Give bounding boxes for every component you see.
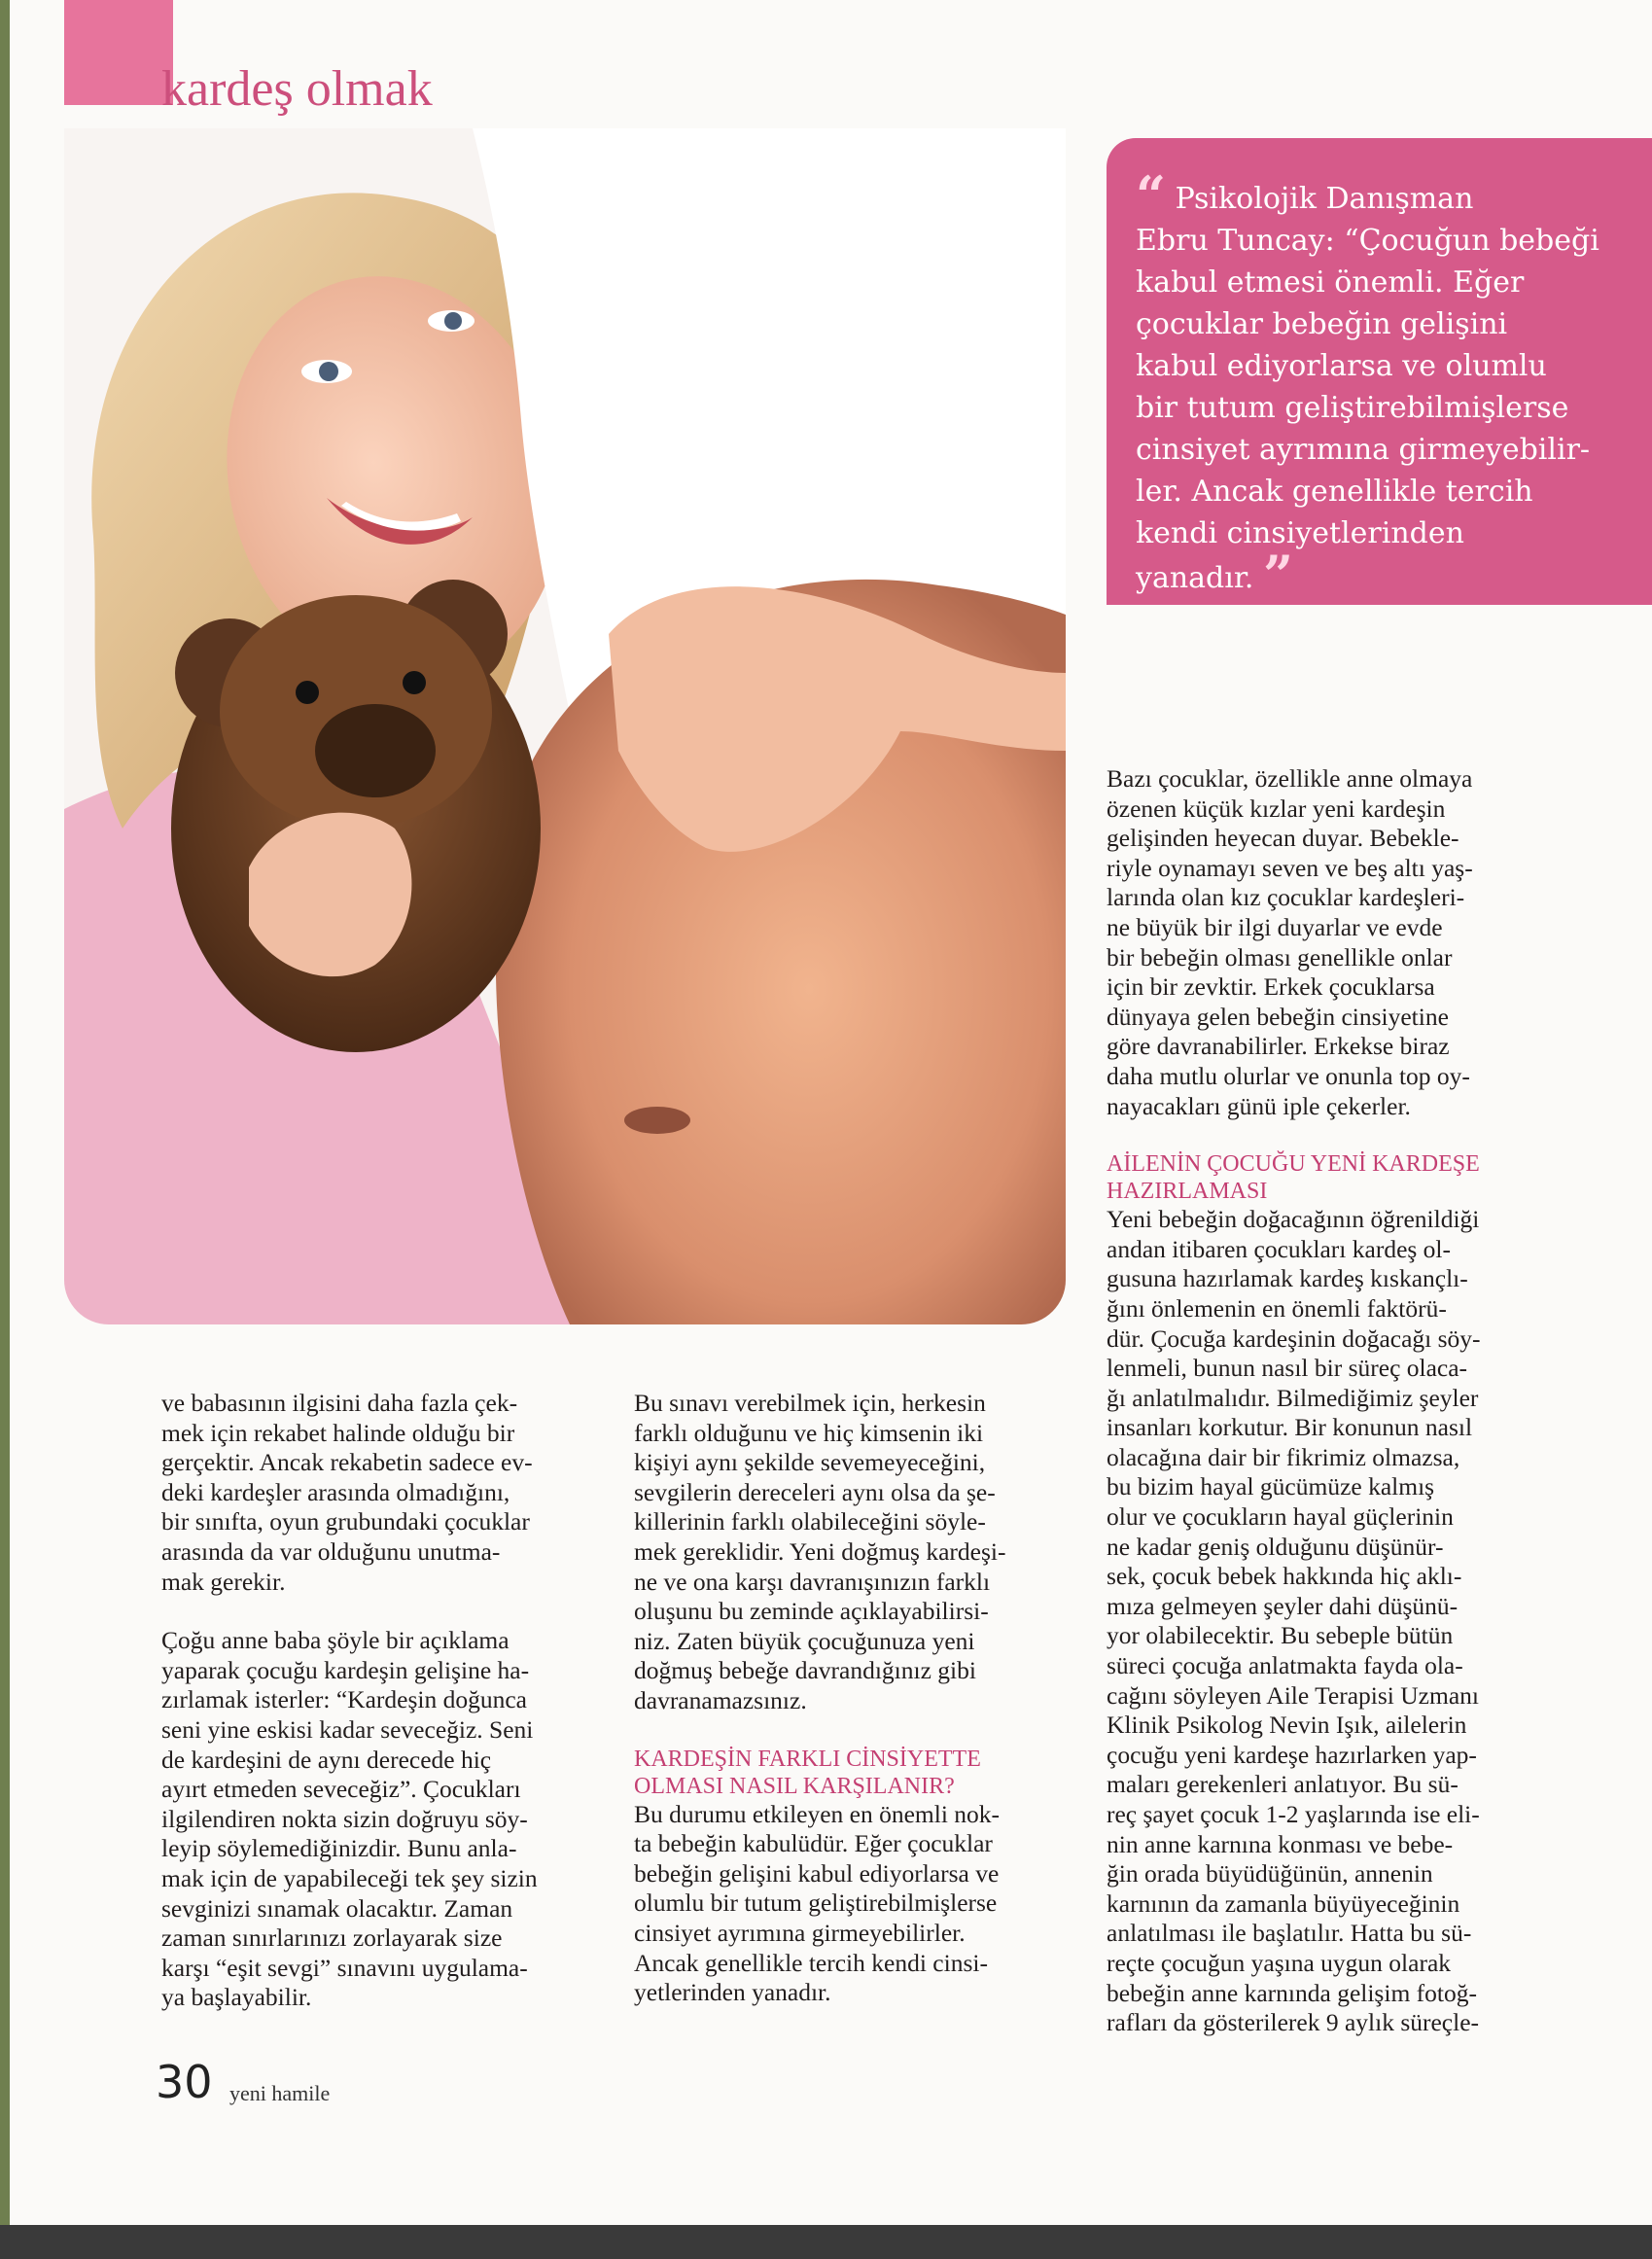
body-line: Klinik Psikolog Nevin Işık, ailelerin bbox=[1107, 1711, 1467, 1740]
section-corner-block bbox=[64, 0, 173, 105]
body-line: mek için rekabet halinde olduğu bir bbox=[161, 1418, 515, 1447]
body-line: Yeni bebeğin doğacağının öğrenildiği bbox=[1107, 1205, 1480, 1234]
body-line: mıza gelmeyen şeyler dahi düşünü- bbox=[1107, 1591, 1459, 1620]
body-line: Bu durumu etkileyen en önemli nok- bbox=[634, 1799, 1001, 1828]
body-line: ne ve ona karşı davranışınızın farklı bbox=[634, 1567, 991, 1596]
body-line: gerçektir. Ancak rekabetin sadece ev- bbox=[161, 1448, 533, 1477]
pull-quote-line: “ Psikolojik Danışman bbox=[1136, 164, 1474, 227]
pull-quote-line: yanadır. ” bbox=[1136, 544, 1294, 606]
body-line: daha mutlu olurlar ve onunla top oy- bbox=[1107, 1061, 1470, 1090]
body-line: reçte çocuğun yaşına uygun olarak bbox=[1107, 1948, 1452, 1977]
body-line: özenen küçük kızlar yeni kardeşin bbox=[1107, 794, 1446, 823]
body-line: olumlu bir tutum geliştirebilmişlerse bbox=[634, 1888, 998, 1918]
paragraph-gap bbox=[1107, 1121, 1554, 1150]
body-line: yaparak çocuğu kardeşin gelişine ha- bbox=[161, 1655, 530, 1684]
column-right bbox=[1107, 764, 1554, 2038]
body-line: gelişinden heyecan duyar. Bebekle- bbox=[1107, 824, 1459, 853]
paragraph-gap bbox=[161, 1597, 599, 1626]
body-line: de kardeşini de aynı derecede hiç bbox=[161, 1745, 492, 1774]
body-line: ve babasının ilgisini daha fazla çek- bbox=[161, 1389, 518, 1417]
body-line: anlatılması ile başlatılır. Hatta bu sü- bbox=[1107, 1919, 1472, 1948]
body-line: olur ve çocukların hayal güçlerinin bbox=[1107, 1502, 1454, 1532]
column-middle bbox=[634, 1389, 1072, 2008]
body-line: rafları da gösterilerek 9 aylık süreçle- bbox=[1107, 2008, 1480, 2037]
pull-quote-line: Ebru Tuncay: “Çocuğun bebeği bbox=[1136, 224, 1599, 258]
pull-quote-line: ler. Ancak genellikle tercih bbox=[1136, 475, 1533, 509]
body-line: davranamazsınız. bbox=[634, 1685, 807, 1714]
body-line: mek gereklidir. Yeni doğmuş kardeşi- bbox=[634, 1536, 1006, 1566]
body-line: zaman sınırlarınızı zorlayarak size bbox=[161, 1924, 503, 1953]
body-line: seni yine eskisi kadar seveceğiz. Seni bbox=[161, 1714, 534, 1744]
body-line: cağını söyleyen Aile Terapisi Uzmanı bbox=[1107, 1680, 1479, 1710]
paragraph-gap bbox=[634, 1716, 1072, 1746]
body-line: nayacakları günü iple çekerler. bbox=[1107, 1091, 1411, 1120]
body-line: kişiyi aynı şekilde sevemeyeceğini, bbox=[634, 1448, 986, 1477]
subheading: OLMASI NASIL KARŞILANIR? bbox=[634, 1773, 955, 1799]
body-line: bir sınıfta, oyun grubundaki çocuklar bbox=[161, 1507, 530, 1536]
body-line: için bir zevktir. Erkek çocuklarsa bbox=[1107, 972, 1435, 1002]
body-line: mak için de yapabileceği tek şey sizin bbox=[161, 1863, 538, 1892]
body-line: ne büyük bir ilgi duyarlar ve evde bbox=[1107, 912, 1443, 941]
body-line: insanları korkutur. Bir konunun nasıl bbox=[1107, 1413, 1473, 1442]
body-line: niz. Zaten büyük çocuğunuza yeni bbox=[634, 1626, 975, 1655]
body-line: deki kardeşler arasında olmadığını, bbox=[161, 1477, 510, 1506]
magazine-name: yeni hamile bbox=[229, 2081, 331, 2105]
body-line: oluşunu bu zeminde açıklayabilirsi- bbox=[634, 1597, 989, 1626]
body-line: ğını önlemenin en önemli faktörü- bbox=[1107, 1293, 1447, 1323]
body-line: bu bizim hayal gücümüze kalmış bbox=[1107, 1472, 1435, 1501]
body-line: mak gerekir. bbox=[161, 1567, 286, 1596]
body-line: riyle oynamayı seven ve beş altı yaş- bbox=[1107, 853, 1473, 882]
body-line: yor olabilecektir. Bu sebeple bütün bbox=[1107, 1621, 1454, 1650]
pull-quote-line: kabul ediyorlarsa ve olumlu bbox=[1136, 349, 1547, 383]
body-line: Çoğu anne baba şöyle bir açıklama bbox=[161, 1626, 510, 1655]
body-line: cinsiyet ayrımına girmeyebilirler. bbox=[634, 1918, 966, 1947]
body-line: yetlerinden yanadır. bbox=[634, 1978, 831, 2007]
body-line: doğmuş bebeğe davrandığınız gibi bbox=[634, 1656, 976, 1685]
body-line: killerinin farklı olabileceğini söyle- bbox=[634, 1507, 986, 1536]
pull-quote-line: kabul etmesi önemli. Eğer bbox=[1136, 265, 1525, 300]
hero-photo-illustration bbox=[64, 128, 1066, 1324]
body-line: sek, çocuk bebek hakkında hiç aklı- bbox=[1107, 1562, 1462, 1591]
body-line: ğı anlatılmalıdır. Bilmediğimiz şeyler bbox=[1107, 1383, 1479, 1412]
page-edge-shadow bbox=[0, 0, 10, 2259]
body-line: gusuna hazırlamak kardeş kıskançlı- bbox=[1107, 1264, 1468, 1293]
body-line: ğin orada büyüdüğünün, annenin bbox=[1107, 1859, 1433, 1888]
body-line: ilgilendiren nokta sizin doğruyu söy- bbox=[161, 1804, 528, 1833]
body-line: karnının da zamanla büyüyeceğinin bbox=[1107, 1888, 1460, 1918]
body-line: sevginizi sınamak olacaktır. Zaman bbox=[161, 1893, 513, 1923]
page-number: 30 bbox=[156, 2056, 213, 2108]
pull-quote-line: cinsiyet ayrımına girmeyebilir- bbox=[1136, 433, 1591, 467]
body-line: ne kadar geniş olduğunu düşünür- bbox=[1107, 1532, 1444, 1561]
pull-quote-line: kendi cinsiyetlerinden bbox=[1136, 516, 1464, 550]
body-line: Ancak genellikle tercih kendi cinsi- bbox=[634, 1948, 988, 1977]
body-line: andan itibaren çocukları kardeş ol- bbox=[1107, 1234, 1452, 1263]
open-quote-mark: “ bbox=[1136, 164, 1167, 227]
body-line: leyip söylemediğinizdir. Bunu anla- bbox=[161, 1834, 517, 1863]
body-line: Bazı çocuklar, özellikle anne olmaya bbox=[1107, 764, 1473, 793]
body-line: larında olan kız çocuklar kardeşleri- bbox=[1107, 883, 1465, 912]
subheading: HAZIRLAMASI bbox=[1107, 1179, 1268, 1205]
body-line: bebeğin anne karnında gelişim fotoğ- bbox=[1107, 1978, 1477, 2007]
body-line: nin anne karnına konması ve bebe- bbox=[1107, 1829, 1454, 1858]
body-line: dünyaya gelen bebeğin cinsiyetine bbox=[1107, 1002, 1449, 1031]
body-line: bir bebeğin olması genellikle onlar bbox=[1107, 942, 1453, 971]
body-line: arasında da var olduğunu unutma- bbox=[161, 1536, 501, 1566]
body-line: karşı “eşit sevgi” sınavını uygulama- bbox=[161, 1953, 528, 1982]
body-line: Bu sınavı verebilmek için, herkesin bbox=[634, 1389, 986, 1417]
pull-quote-line: bir tutum geliştirebilmişlerse bbox=[1136, 391, 1569, 425]
column-left bbox=[161, 1389, 599, 2013]
section-tag: kardeş olmak bbox=[161, 61, 433, 117]
scan-bottom-edge bbox=[0, 2225, 1652, 2259]
pull-quote-line: çocuklar bebeğin gelişini bbox=[1136, 307, 1508, 341]
body-line: lenmeli, bunun nasıl bir süreç olaca- bbox=[1107, 1354, 1468, 1383]
body-line: zırlamak isterler: “Kardeşin doğunca bbox=[161, 1685, 527, 1714]
body-line: sevgilerin dereceleri aynı olsa da şe- bbox=[634, 1477, 996, 1506]
close-quote-mark: ” bbox=[1262, 544, 1294, 606]
subheading: KARDEŞİN FARKLI CİNSİYETTE bbox=[634, 1746, 981, 1772]
subheading: AİLENİN ÇOCUĞU YENİ KARDEŞE bbox=[1107, 1151, 1480, 1178]
pull-quote bbox=[1107, 138, 1652, 605]
body-line: olacağına dair bir fikrimiz olmazsa, bbox=[1107, 1442, 1460, 1471]
body-line: çocuğu yeni kardeşe hazırlarken yap- bbox=[1107, 1740, 1477, 1769]
body-line: bebeğin gelişini kabul ediyorlarsa ve bbox=[634, 1858, 1000, 1888]
body-line: maları gerekenleri anlatıyor. Bu sü- bbox=[1107, 1770, 1459, 1799]
body-line: göre davranabilirler. Erkekse biraz bbox=[1107, 1032, 1450, 1061]
hero-photo bbox=[64, 128, 1066, 1324]
body-line: reç şayet çocuk 1-2 yaşlarında ise eli- bbox=[1107, 1800, 1480, 1828]
body-line: dür. Çocuğa kardeşinin doğacağı söy- bbox=[1107, 1324, 1481, 1353]
body-line: süreci çocuğa anlatmakta fayda ola- bbox=[1107, 1651, 1463, 1680]
body-line: ayırt etmeden seveceğiz”. Çocukları bbox=[161, 1775, 521, 1804]
body-line: farklı olduğunu ve hiç kimsenin iki bbox=[634, 1418, 984, 1447]
body-line: ta bebeğin kabulüdür. Eğer çocuklar bbox=[634, 1829, 993, 1858]
body-line: ya başlayabilir. bbox=[161, 1983, 312, 2012]
